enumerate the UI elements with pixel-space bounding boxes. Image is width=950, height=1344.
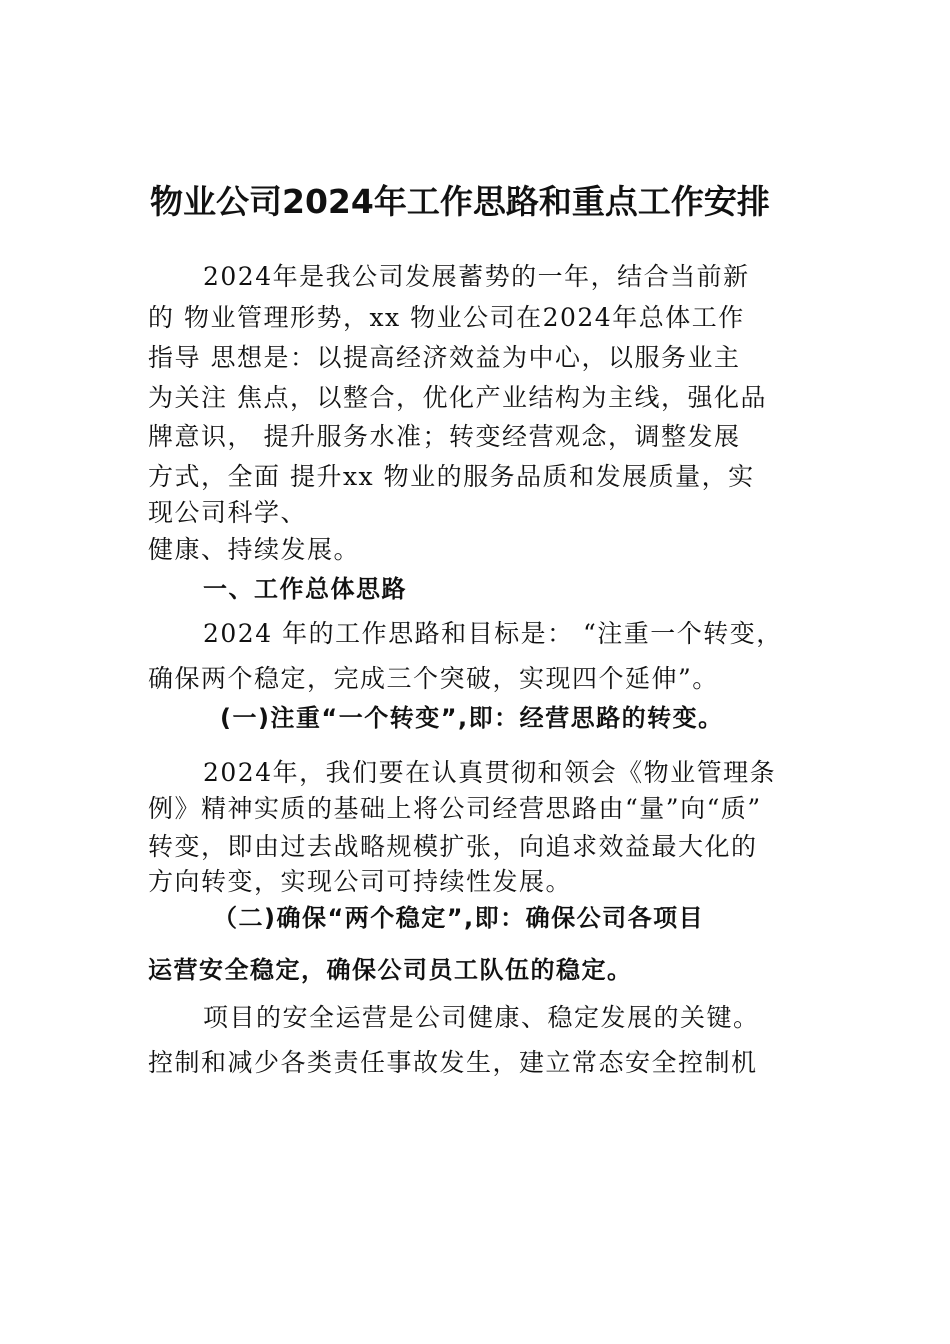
sub1-line-2: 例》精神实质的基础上将公司经营思路由“量”向“质” xyxy=(148,794,762,823)
intro-line-7: 现公司科学、 xyxy=(148,498,308,527)
sub1-line-3: 转变，即由过去战略规模扩张，向追求效益最大化的 xyxy=(148,832,758,861)
intro-line-3: 指导 思想是：以提高经济效益为中心，以服务业主 xyxy=(148,343,741,372)
intro-line-2: 的 物业管理形势，xx 物业公司在2024年总体工作 xyxy=(148,303,745,332)
intro-line-6: 方式，全面 提升xx 物业的服务品质和发展质量，实 xyxy=(148,462,755,491)
intro-line-1: 2024年是我公司发展蓄势的一年，结合当前新 xyxy=(203,262,750,291)
subsection-heading-2-line-2: 运营安全稳定，确保公司员工队伍的稳定。 xyxy=(148,956,633,984)
sub1-line-1: 2024年，我们要在认真贯彻和领会《物业管理条 xyxy=(203,758,777,787)
sub2-line-2: 控制和减少各类责任事故发生，建立常态安全控制机 xyxy=(148,1048,758,1077)
sub2-line-1: 项目的安全运营是公司健康、稳定发展的关键。 xyxy=(203,1003,760,1032)
section1-line-1: 2024 年的工作思路和目标是： “注重一个转变， xyxy=(203,619,783,648)
section1-line-2: 确保两个稳定，完成三个突破，实现四个延伸”。 xyxy=(148,664,719,693)
subsection-heading-2-line-1: （二)确保“两个稳定”,即：确保公司各项目 xyxy=(213,904,705,932)
intro-line-5: 牌意识， 提升服务水准；转变经营观念，调整发展 xyxy=(148,422,741,451)
intro-line-4: 为关注 焦点，以整合，优化产业结构为主线，强化品 xyxy=(148,383,767,412)
intro-line-8: 健康、持续发展。 xyxy=(148,535,361,564)
sub1-line-4: 方向转变，实现公司可持续性发展。 xyxy=(148,867,573,896)
subsection-heading-1: (一)注重“一个转变”,即：经营思路的转变。 xyxy=(220,704,724,732)
section-heading-1: 一、工作总体思路 xyxy=(203,575,407,603)
document-title: 物业公司2024年工作思路和重点工作安排 xyxy=(150,182,770,221)
